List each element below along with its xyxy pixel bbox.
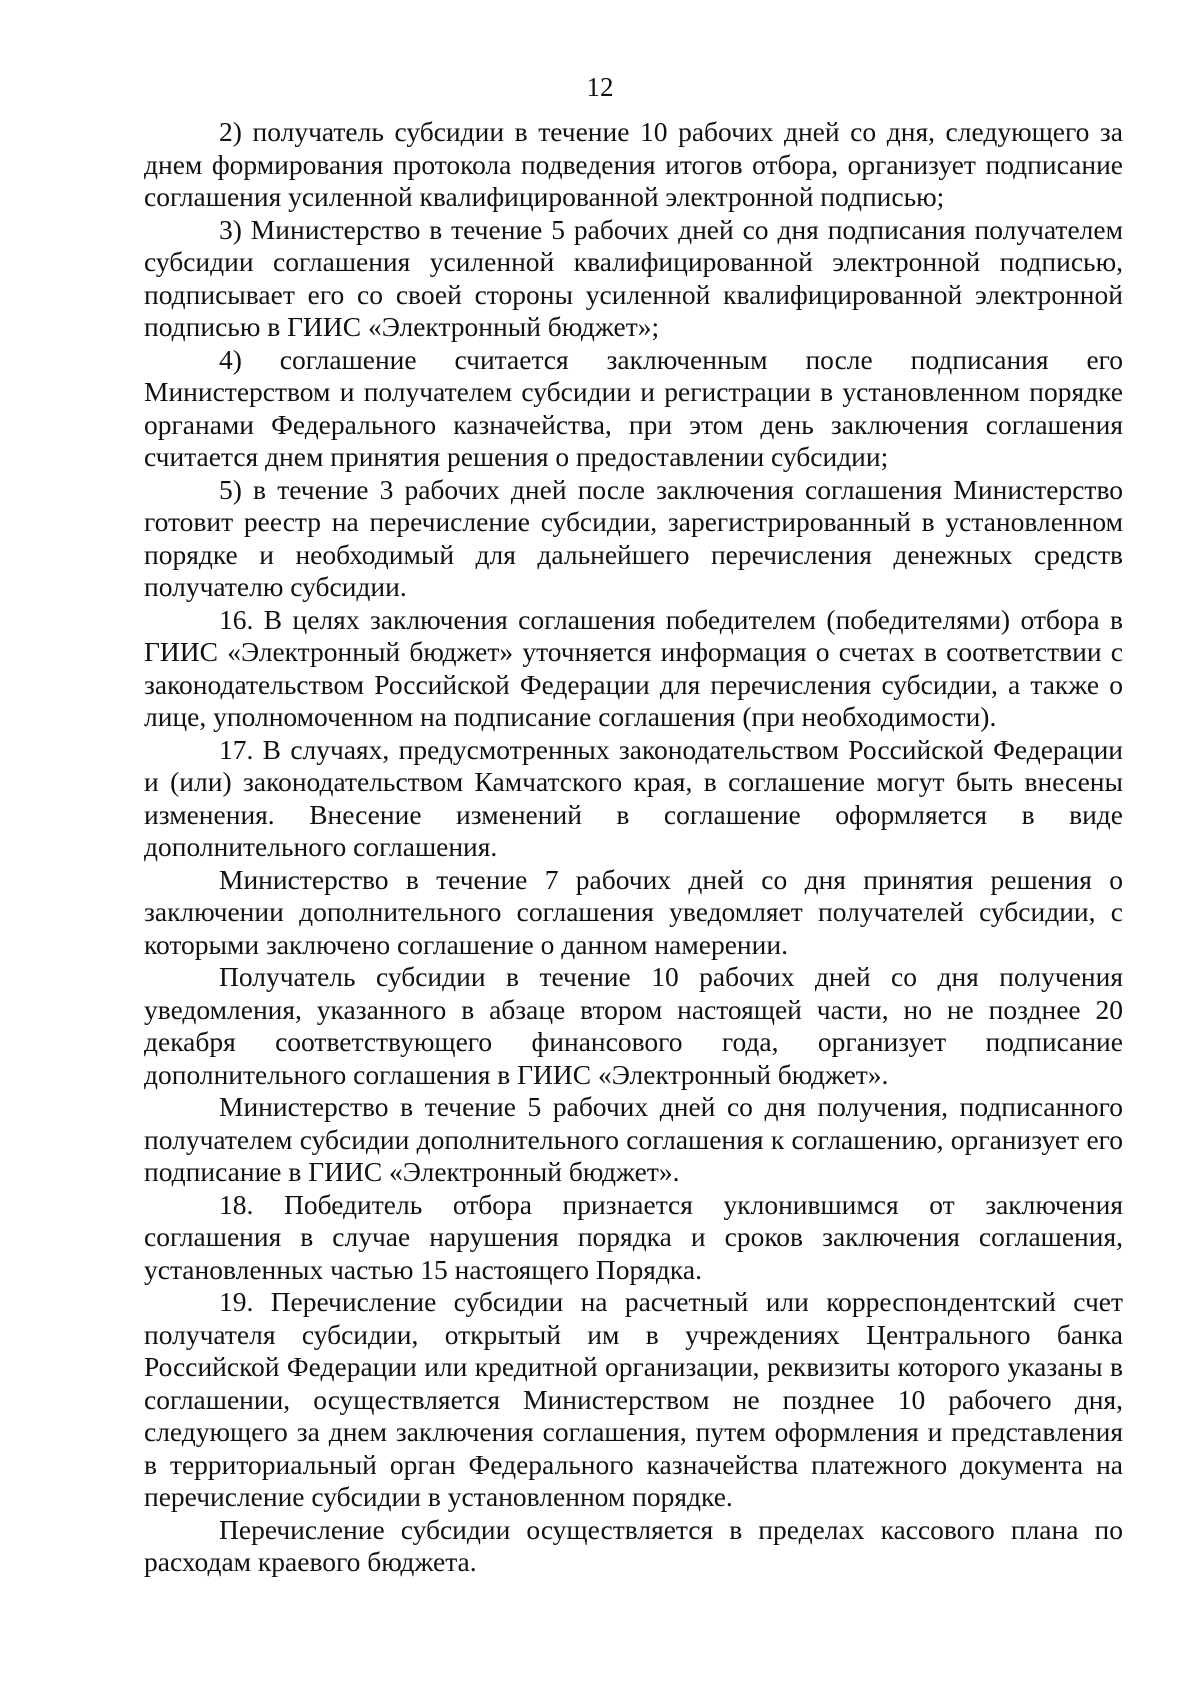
document-body [144, 116, 1123, 1579]
paragraph-item-5: 5) в течение 3 рабочих дней после заключения соглашения Министерство готовит реестр на перечисление субсидии, зарегистрированный в установленном порядке и необходимый для дальнейшего перечисления денежных средств получателю субсидии. [144, 473, 1123, 602]
page-number: 12 [586, 72, 614, 102]
paragraph-section-17: 17. В случаях, предусмотренных законодательством Российской Федерации и (или) законодательством Камчатского края, в соглашение могут быть внесены изменения. Внесение изменений в соглашение оформляется в виде дополнительного соглашения. [144, 733, 1123, 862]
paragraph-section-16: 16. В целях заключения соглашения победителем (победителями) отбора в ГИИС «Электронный бюджет» уточняется информация о счетах в соответствии с законодательством Российской Федерации для перечисления субсидии, а также о лице, уполномоченном на подписание соглашения (при необходимости). [144, 603, 1123, 732]
paragraph-section-17-part-4: Министерство в течение 5 рабочих дней со дня получения, подписанного получателем субсидии дополнительного соглашения к соглашению, организует его подписание в ГИИС «Электронный бюджет». [144, 1091, 1123, 1187]
paragraph-section-19-part-2: Перечисление субсидии осуществляется в пределах кассового плана по расходам краевого бюджета. [144, 1513, 1123, 1577]
paragraph-section-19: 19. Перечисление субсидии на расчетный или корреспондентский счет получателя субсидии, открытый им в учреждениях Центрального банка Российской Федерации или кредитной организации, реквизиты которого указаны в соглашении, осуществляется Министерством не позднее 10 рабочего дня, следующего за днем заключения соглашения, путем оформления и представления в территориальный орган Федерального казначейства платежного документа на перечисление субсидии в установленном порядке. [144, 1286, 1123, 1512]
paragraph-section-17-part-2: Министерство в течение 7 рабочих дней со дня принятия решения о заключении дополнительного соглашения уведомляет получателей субсидии, с которыми заключено соглашение о данном намерении. [144, 863, 1123, 960]
paragraph-section-17-part-3: Получатель субсидии в течение 10 рабочих дней со дня получения уведомления, указанного в абзаце втором настоящей части, но не позднее 20 декабря соответствующего финансового года, организует подписание дополнительного соглашения в ГИИС «Электронный бюджет». [144, 961, 1123, 1090]
paragraph-section-18: 18. Победитель отбора признается уклонившимся от заключения соглашения в случае нарушения порядка и сроков заключения соглашения, установленных частью 15 настоящего Порядка. [144, 1188, 1123, 1285]
paragraph-item-4: 4) соглашение считается заключенным после подписания его Министерством и получателем субсидии и регистрации в установленном порядке органами Федерального казначейства, при этом день заключения соглашения считается днем принятия решения о предоставлении субсидии; [144, 343, 1123, 472]
paragraph-item-3: 3) Министерство в течение 5 рабочих дней со дня подписания получателем субсидии соглашения усиленной квалифицированной электронной подписью, подписывает его со своей стороны усиленной квалифицированной электронной подписью в ГИИС «Электронный бюджет»; [144, 213, 1123, 342]
paragraph-item-2: 2) получатель субсидии в течение 10 рабочих дней со дня, следующего за днем формирования протокола подведения итогов отбора, организует подписание соглашения усиленной квалифицированной электронной подписью; [144, 116, 1123, 212]
